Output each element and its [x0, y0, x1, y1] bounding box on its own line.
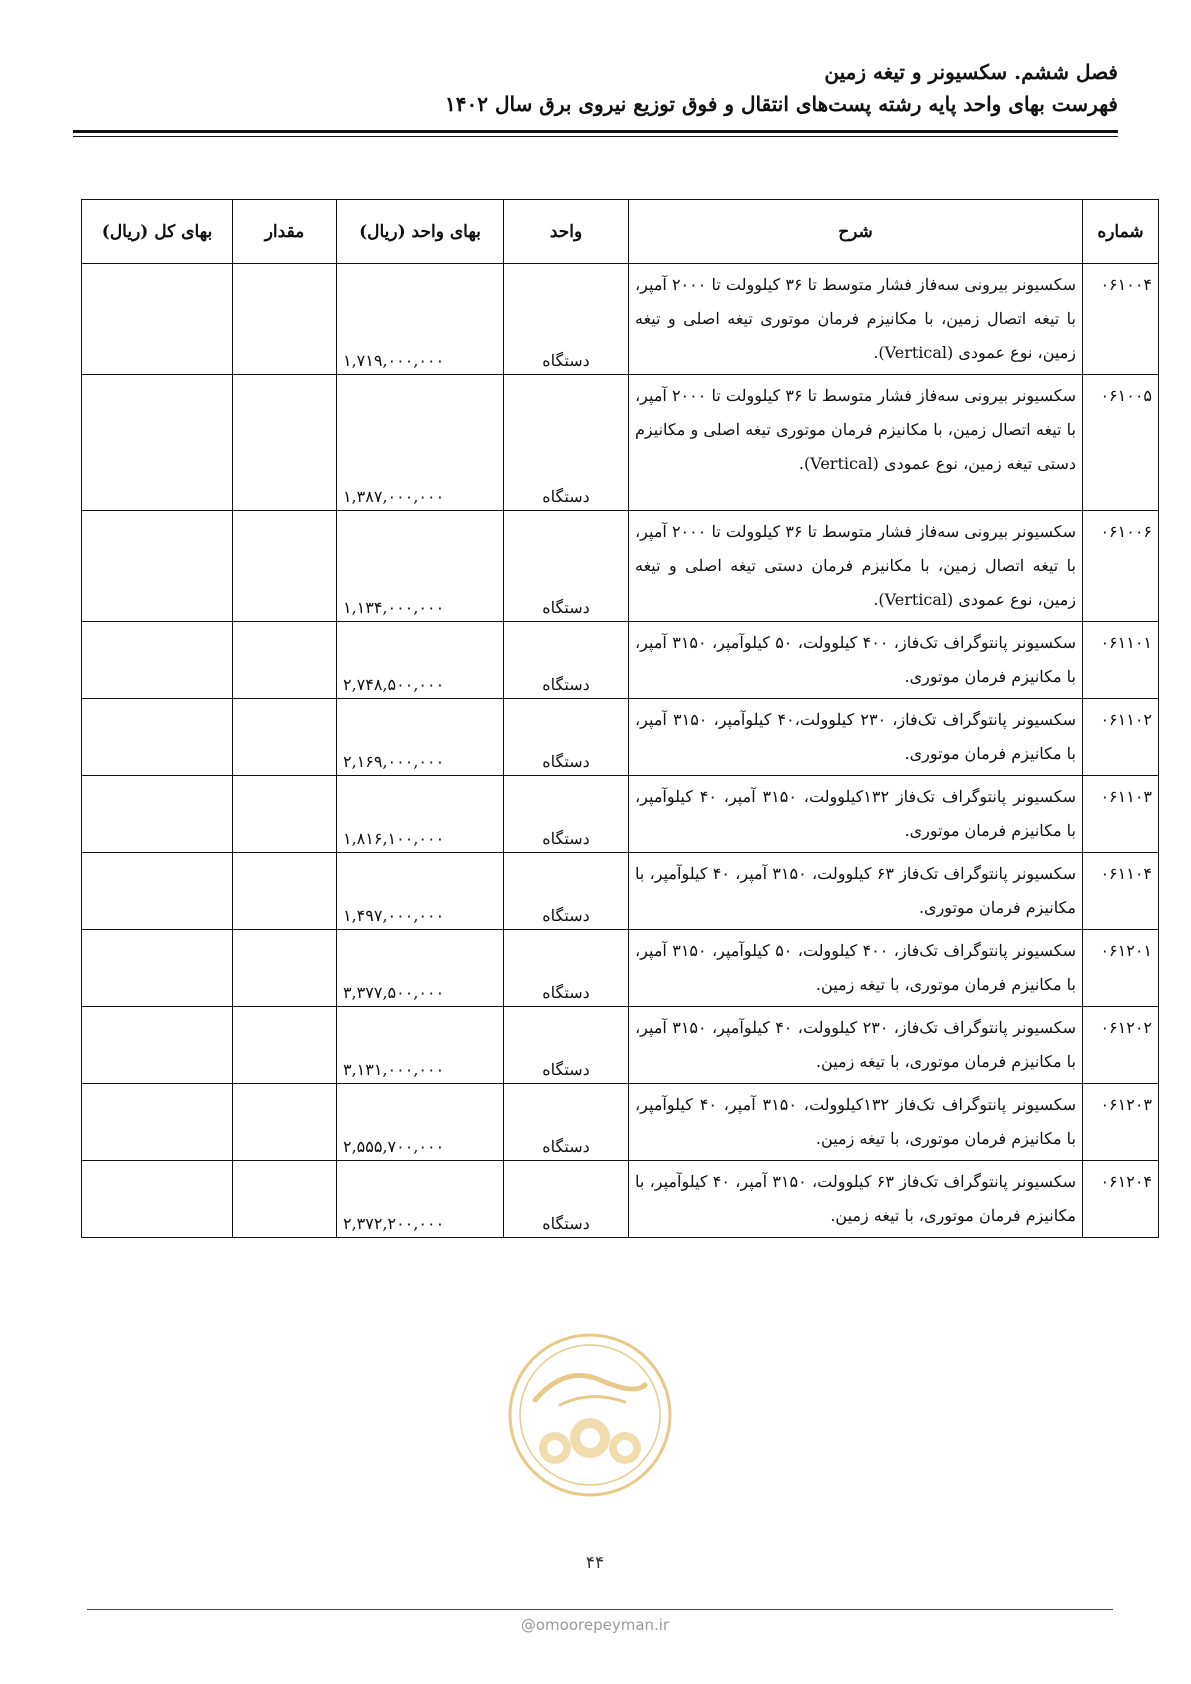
footer-rule [87, 1609, 1113, 1610]
cell-unit-price: ۱,۴۹۷,۰۰۰,۰۰۰ [337, 853, 504, 930]
table-header-row [82, 200, 1159, 264]
cell-quantity [233, 699, 337, 776]
cell-code: ۰۶۱۲۰۳ [1083, 1084, 1159, 1161]
cell-quantity [233, 375, 337, 511]
cell-unit-price: ۲,۵۵۵,۷۰۰,۰۰۰ [337, 1084, 504, 1161]
table-row [82, 622, 1159, 699]
chapter-title: فصل ششم. سکسیونر و تیغه زمین [824, 60, 1118, 84]
cell-code: ۰۶۱۲۰۴ [1083, 1161, 1159, 1238]
cell-total-price [82, 1161, 233, 1238]
header-description: شرح [629, 200, 1083, 264]
cell-unit-price: ۲,۱۶۹,۰۰۰,۰۰۰ [337, 699, 504, 776]
cell-unit-price: ۲,۳۷۲,۲۰۰,۰۰۰ [337, 1161, 504, 1238]
table-row [82, 1084, 1159, 1161]
table-row [82, 375, 1159, 511]
cell-quantity [233, 853, 337, 930]
footer-website: @omoorepeyman.ir [520, 1616, 670, 1634]
table-row [82, 511, 1159, 622]
cell-code: ۰۶۱۲۰۲ [1083, 1007, 1159, 1084]
cell-unit: دستگاه [504, 375, 629, 511]
cell-code: ۰۶۱۰۰۶ [1083, 511, 1159, 622]
cell-description: سکسیونر پانتوگراف تک‌فاز، ۴۰۰ کیلوولت، ۵۰ کیلوآمپر، ۳۱۵۰ آمپر، با مکانیزم فرمان موتوری. [629, 622, 1083, 699]
cell-code: ۰۶۱۱۰۴ [1083, 853, 1159, 930]
cell-quantity [233, 1007, 337, 1084]
cell-description: سکسیونر پانتوگراف تک‌فاز ۱۳۲کیلوولت، ۳۱۵۰ آمپر، ۴۰ کیلوآمپر، با مکانیزم فرمان موتوری. [629, 776, 1083, 853]
cell-unit-price: ۱,۷۱۹,۰۰۰,۰۰۰ [337, 264, 504, 375]
watermark-logo [505, 1330, 675, 1500]
cell-unit: دستگاه [504, 1161, 629, 1238]
header-quantity: مقدار [233, 200, 337, 264]
cell-description: سکسیونر پانتوگراف تک‌فاز ۶۳ کیلوولت، ۳۱۵۰ آمپر، ۴۰ کیلوآمپر، با مکانیزم فرمان موتوری. [629, 853, 1083, 930]
cell-unit: دستگاه [504, 930, 629, 1007]
cell-quantity [233, 776, 337, 853]
table-row [82, 264, 1159, 375]
cell-unit-price: ۳,۱۳۱,۰۰۰,۰۰۰ [337, 1007, 504, 1084]
cell-total-price [82, 1084, 233, 1161]
header-unit-price: بهای واحد (ریال) [337, 200, 504, 264]
cell-unit: دستگاه [504, 1084, 629, 1161]
cell-unit: دستگاه [504, 622, 629, 699]
cell-code: ۰۶۱۲۰۱ [1083, 930, 1159, 1007]
cell-unit-price: ۱,۳۸۷,۰۰۰,۰۰۰ [337, 375, 504, 511]
cell-unit-price: ۱,۱۳۴,۰۰۰,۰۰۰ [337, 511, 504, 622]
table-row [82, 1007, 1159, 1084]
table-row [82, 699, 1159, 776]
price-list-table [81, 199, 1159, 1238]
cell-unit: دستگاه [504, 511, 629, 622]
cell-total-price [82, 622, 233, 699]
page-header [68, 56, 1118, 120]
cell-total-price [82, 776, 233, 853]
cell-description: سکسیونر پانتوگراف تک‌فاز ۶۳ کیلوولت، ۳۱۵۰ آمپر، ۴۰ کیلوآمپر، با مکانیزم فرمان موتوری، با تیغه زمین. [629, 1161, 1083, 1238]
table-row [82, 776, 1159, 853]
cell-description: سکسیونر پانتوگراف تک‌فاز ۱۳۲کیلوولت، ۳۱۵۰ آمپر، ۴۰ کیلوآمپر، با مکانیزم فرمان موتوری، با تیغه زمین. [629, 1084, 1083, 1161]
cell-description: سکسیونر پانتوگراف تک‌فاز، ۲۳۰ کیلوولت، ۴۰ کیلوآمپر، ۳۱۵۰ آمپر، با مکانیزم فرمان موتوری، با تیغه زمین. [629, 1007, 1083, 1084]
header-rule-thick [73, 130, 1118, 133]
page-number: ۴۴ [585, 1553, 605, 1573]
header-rule-thin [73, 136, 1118, 137]
header-unit: واحد [504, 200, 629, 264]
cell-unit: دستگاه [504, 699, 629, 776]
header-code: شماره [1083, 200, 1159, 264]
table-row [82, 1161, 1159, 1238]
cell-total-price [82, 853, 233, 930]
cell-total-price [82, 511, 233, 622]
cell-unit: دستگاه [504, 1007, 629, 1084]
cell-description: سکسیونر بیرونی سه‌فاز فشار متوسط تا ۳۶ کیلوولت تا ۲۰۰۰ آمپر، با تیغه اتصال زمین، با مکانیزم فرمان موتوری تیغه اصلی و مکانیزم دستی تیغه زمین، نوع عمودی (Vertical). [629, 375, 1083, 511]
cell-total-price [82, 1007, 233, 1084]
cell-unit-price: ۲,۷۴۸,۵۰۰,۰۰۰ [337, 622, 504, 699]
cell-quantity [233, 1084, 337, 1161]
cell-quantity [233, 622, 337, 699]
cell-unit: دستگاه [504, 264, 629, 375]
cell-description: سکسیونر پانتوگراف تک‌فاز، ۲۳۰ کیلوولت،۴۰ کیلوآمپر، ۳۱۵۰ آمپر، با مکانیزم فرمان موتوری. [629, 699, 1083, 776]
cell-total-price [82, 375, 233, 511]
cell-total-price [82, 930, 233, 1007]
cell-description: سکسیونر پانتوگراف تک‌فاز، ۴۰۰ کیلوولت، ۵۰ کیلوآمپر، ۳۱۵۰ آمپر، با مکانیزم فرمان موتوری، با تیغه زمین. [629, 930, 1083, 1007]
cell-unit: دستگاه [504, 776, 629, 853]
cell-code: ۰۶۱۱۰۱ [1083, 622, 1159, 699]
cell-quantity [233, 930, 337, 1007]
cell-description: سکسیونر بیرونی سه‌فاز فشار متوسط تا ۳۶ کیلوولت تا ۲۰۰۰ آمپر، با تیغه اتصال زمین، با مکانیزم فرمان موتوری تیغه اصلی و تیغه زمین، نوع عمودی (Vertical). [629, 264, 1083, 375]
cell-total-price [82, 699, 233, 776]
cell-code: ۰۶۱۰۰۴ [1083, 264, 1159, 375]
cell-unit-price: ۳,۳۷۷,۵۰۰,۰۰۰ [337, 930, 504, 1007]
cell-unit-price: ۱,۸۱۶,۱۰۰,۰۰۰ [337, 776, 504, 853]
table-row [82, 853, 1159, 930]
cell-code: ۰۶۱۱۰۲ [1083, 699, 1159, 776]
cell-unit: دستگاه [504, 853, 629, 930]
cell-code: ۰۶۱۱۰۳ [1083, 776, 1159, 853]
table-row [82, 930, 1159, 1007]
cell-description: سکسیونر بیرونی سه‌فاز فشار متوسط تا ۳۶ کیلوولت تا ۲۰۰۰ آمپر، با تیغه اتصال زمین، با مکانیزم فرمان دستی تیغه اصلی و تیغه زمین، نوع عمودی (Vertical). [629, 511, 1083, 622]
cell-quantity [233, 264, 337, 375]
cell-quantity [233, 1161, 337, 1238]
document-subtitle: فهرست بهای واحد پایه رشته پست‌های انتقال و فوق توزیع نیروی برق سال ۱۴۰۲ [445, 92, 1118, 116]
cell-total-price [82, 264, 233, 375]
cell-quantity [233, 511, 337, 622]
cell-code: ۰۶۱۰۰۵ [1083, 375, 1159, 511]
header-total-price: بهای کل (ریال) [82, 200, 233, 264]
